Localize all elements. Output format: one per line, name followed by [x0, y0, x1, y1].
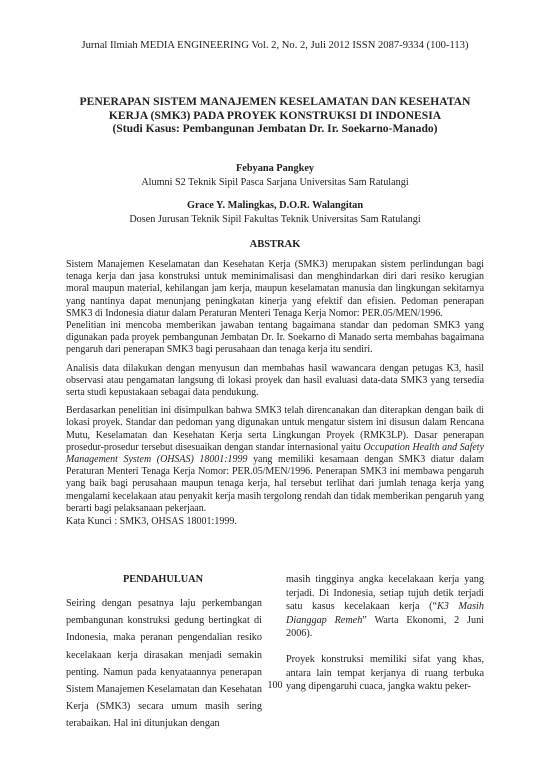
body-column-right-paragraph: Proyek konstruksi memiliki sifat yang khas, antara lain tempat kerjanya di ruang terbuka yang dipengaruhi cuaca, jangka waktu peker- [286, 654, 484, 692]
abstract-paragraph: Analisis data dilakukan dengan menyusun dan membahas hasil wawancara dengan petugas K3, hasil observasi atau pengamatan langsung di lokasi proyek dan hasil evaluasi data-data SMK3 yang tersedia serta studi kepustakaan sebagai data pendukung. [66, 362, 484, 399]
section-heading: PENDAHULUAN [122, 574, 204, 585]
abstract-text: yang memiliki kesamaan dengan SMK3 diatur dalam Peraturan Menteri Tenaga Kerja Nomor: PER.05/MEN/1996. Penerapan SMK3 ini membawa pengaruh yang baik bagi perusahaan maupun tenaga kerja, hal tersebut terlihat dari jumlah tenaga kerja yang mengalami kecelakaan atau penyakit kerja masih tergolong rendah dan tidak memberikan pengaruh yang berarti bagi pelaksanaan pekerjaan. [66, 454, 485, 514]
abstract-paragraph: Penelitian ini mencoba memberikan jawaban tentang bagaimana standar dan pedoman SMK3 yang digunakan pada proyek pembangunan Jembatan Dr. Ir. Soekarno di Manado serta membahas bagaimana pengaruh dari penerapan SMK3 bagi perusahaan dan tenaga kerja itu sendiri. [66, 320, 484, 356]
abstract-paragraph: Sistem Manajemen Keselamatan dan Kesehatan Kerja (SMK3) merupakan sistem perlindungan bagi tenaga kerja dan jasa konstruksi untuk meminimalisasi dan menghindarkan diri dari resiko kerugian moral maupun material, kehilangan jam kerja, maupun keselamatan manusia dan lingkungan sekitarnya yang nantinya dapat menunjang peningkatan kinerja yang efektif dan efisien. Pedoman penerapan SMK3 di Indonesia diatur dalam Peraturan Menteri Tenaga Kerja Nomor: PER.05/MEN/1996. [66, 259, 484, 319]
abstract-emphasis: Occupation Health and Safety Management System (OHSAS) 18001:1999 [66, 441, 484, 466]
paper-title [0, 95, 550, 136]
title-line-1: PENERAPAN SISTEM MANAJEMEN KESELAMATAN DAN KESEHATAN [79, 95, 471, 108]
author-name: Febyana Pangkey [235, 163, 315, 174]
abstract-paragraph [66, 405, 484, 515]
abstract-heading: ABSTRAK [249, 239, 301, 250]
page-number: 100 [267, 680, 283, 691]
body-emphasis: K3 Masih Dianggap Remeh [286, 601, 484, 626]
abstract-text: Berdasarkan penelitian ini disimpulkan bahwa SMK3 telah direncanakan dan diterapkan dengan baik di lokasi proyek. Standar dan pedoman yang digunakan untuk mengatur sistem ini disusun dalam Rencana Mutu, Keselamatan dan Kesehatan Kerja serta Lingkungan Proyek (RMK3LP). Dasar penerapan prosedur-prosedur tersebut disesuaikan dengan standar internasional yaitu [66, 405, 484, 453]
body-text: ” Warta Ekonomi, 2 Juni 2006). [286, 614, 484, 639]
body-column-right-paragraph [286, 573, 484, 641]
keywords: Kata Kunci : SMK3, OHSAS 18001:1999. [66, 516, 237, 527]
title-subtitle: (Studi Kasus: Pembangunan Jembatan Dr. Ir. Soekarno-Manado) [112, 122, 438, 135]
title-line-2: KERJA (SMK3) PADA PROYEK KONSTRUKSI DI INDONESIA [108, 108, 442, 122]
journal-header: Jurnal Ilmiah MEDIA ENGINEERING Vol. 2, No. 2, Juli 2012 ISSN 2087-9334 (100-113) [81, 40, 469, 51]
body-column-left: Seiring dengan pesatnya laju perkembangan pembangunan konstruksi gedung bertingkat di Indonesia, maka peranan pengendalian resiko kecelakaan kerja dirasakan menjadi semakin penting. Namun pada kenyataannya penerapan Sistem Manajemen Keselamatan dan Kesehatan Kerja (SMK3) secara umum masih sering terabaikan. Hal ini ditunjukan dengan [66, 598, 262, 730]
author-name: Grace Y. Malingkas, D.O.R. Walangitan [186, 200, 364, 211]
abstract-body [66, 259, 484, 521]
body-text: masih tingginya angka kecelakaan kerja yang terjadi. Di Indonesia, setiap tujuh detik terjadi satu kasus kecelakaan kerja (“ [286, 574, 484, 612]
author-affiliation: Alumni S2 Teknik Sipil Pasca Sarjana Universitas Sam Ratulangi [141, 177, 409, 188]
author-affiliation: Dosen Jurusan Teknik Sipil Fakultas Teknik Universitas Sam Ratulangi [129, 214, 421, 225]
